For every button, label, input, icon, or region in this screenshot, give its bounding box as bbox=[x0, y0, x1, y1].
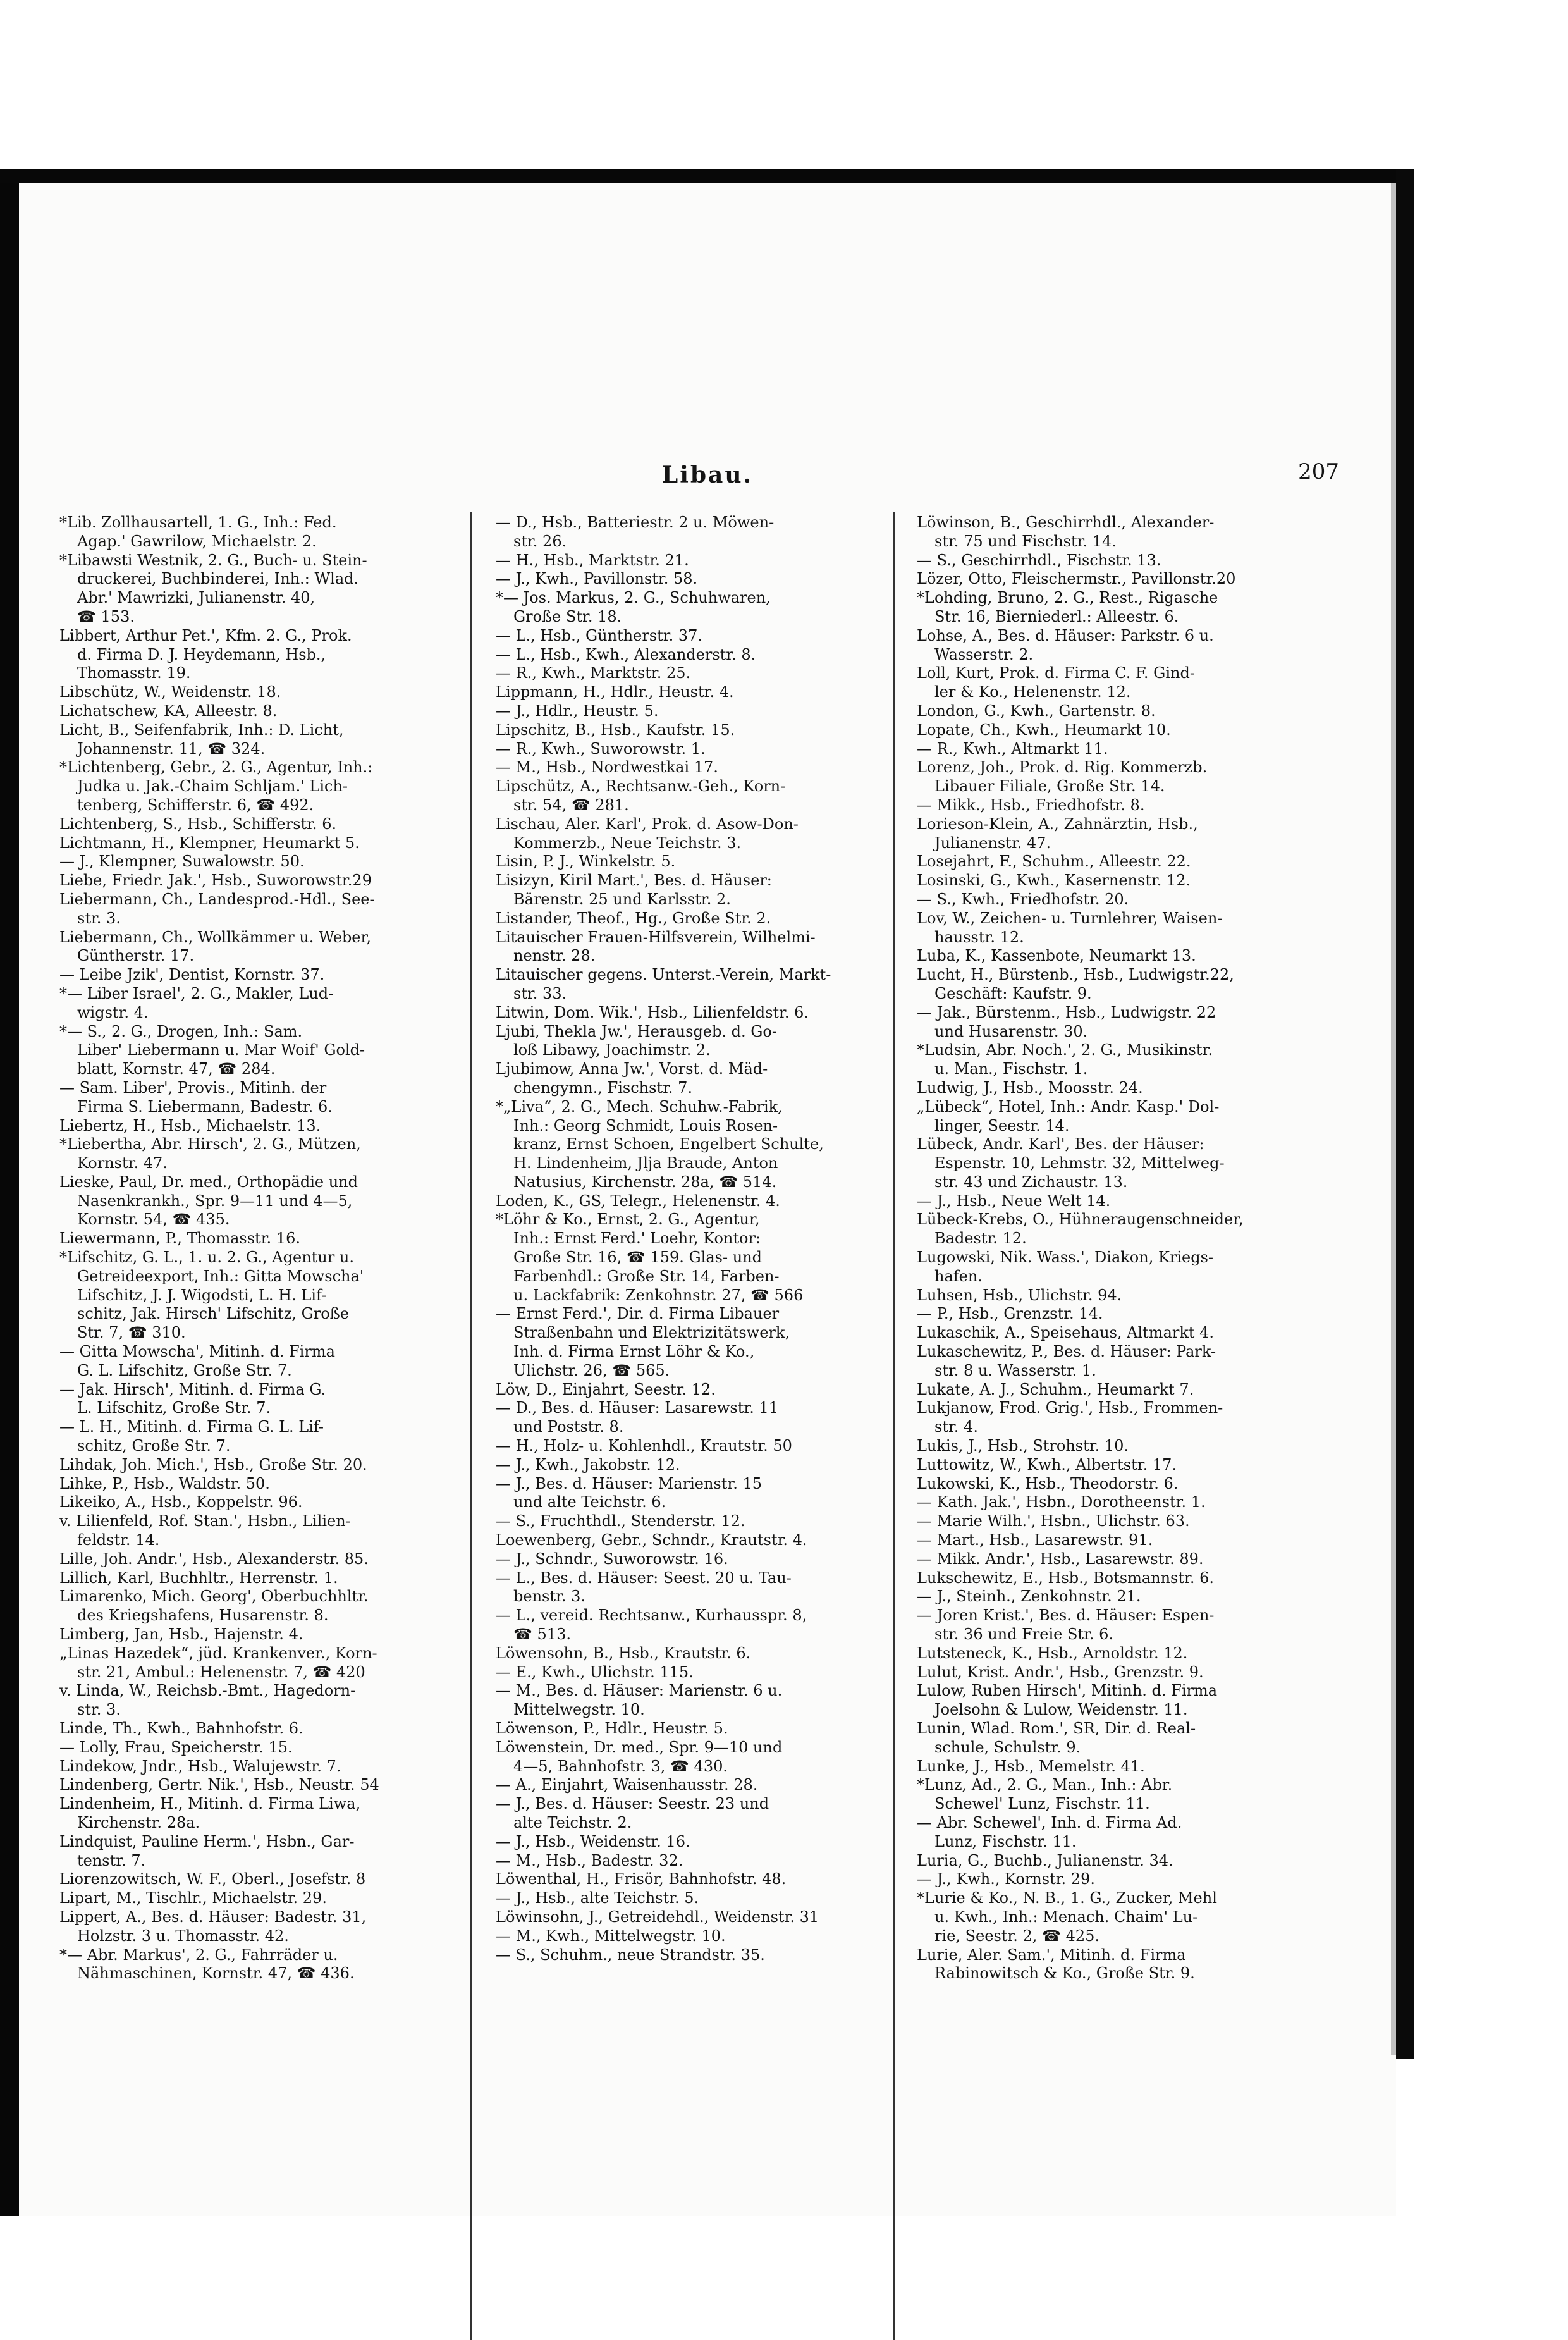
directory-line: — R., Kwh., Suworowstr. 1. bbox=[496, 739, 706, 758]
directory-line: — J., Hdlr., Heustr. 5. bbox=[496, 701, 659, 720]
directory-line: Espenstr. 10, Lehmstr. 32, Mittelweg- bbox=[934, 1154, 1225, 1173]
directory-line: Lugowski, Nik. Wass.', Diakon, Kriegs- bbox=[917, 1248, 1214, 1267]
directory-line: — J., Hsb., Weidenstr. 16. bbox=[496, 1832, 690, 1850]
page-number: 207 bbox=[1298, 459, 1339, 484]
directory-line: Luba, K., Kassenbote, Neumarkt 13. bbox=[917, 947, 1196, 965]
directory-line: Lorenz, Joh., Prok. d. Rig. Kommerzb. bbox=[917, 758, 1208, 777]
directory-line: Lipart, M., Tischlr., Michaelstr. 29. bbox=[59, 1889, 327, 1907]
directory-line: *Ludsin, Abr. Noch.', 2. G., Musikinstr. bbox=[917, 1041, 1213, 1059]
directory-line: Lihdak, Joh. Mich.', Hsb., Große Str. 20. bbox=[59, 1455, 367, 1474]
directory-line: str. 3. bbox=[77, 1701, 121, 1719]
directory-line: Bärenstr. 25 und Karlsstr. 2. bbox=[513, 890, 731, 908]
directory-line: — J., Steinh., Zenkohnstr. 21. bbox=[917, 1587, 1141, 1606]
directory-line: Lukis, J., Hsb., Strohstr. 10. bbox=[917, 1437, 1129, 1455]
column-2 bbox=[496, 514, 888, 1964]
directory-line: *Lohding, Bruno, 2. G., Rest., Rigasche bbox=[917, 589, 1218, 607]
directory-line: — J., Kwh., Pavillonstr. 58. bbox=[496, 570, 698, 588]
directory-line: — Gitta Mowscha', Mitinh. d. Firma bbox=[59, 1343, 335, 1361]
directory-line: Geschäft: Kaufstr. 9. bbox=[934, 984, 1092, 1002]
directory-line: — Lolly, Frau, Speicherstr. 15. bbox=[59, 1738, 293, 1756]
directory-line: — D., Bes. d. Häuser: Lasarewstr. 11 bbox=[496, 1399, 779, 1417]
directory-line: Lübeck-Krebs, O., Hühneraugenschneider, bbox=[917, 1210, 1244, 1229]
directory-line: v. Lilienfeld, Rof. Stan.', Hsbn., Lilien- bbox=[59, 1512, 351, 1530]
directory-line: Löwenthal, H., Frisör, Bahnhofstr. 48. bbox=[496, 1870, 787, 1888]
directory-line: Luria, G., Buchb., Julianenstr. 34. bbox=[917, 1851, 1173, 1869]
directory-line: — R., Kwh., Altmarkt 11. bbox=[917, 739, 1108, 758]
directory-line: Lunz, Fischstr. 11. bbox=[934, 1832, 1077, 1850]
directory-line: Johannenstr. 11, ☎ 324. bbox=[77, 739, 266, 758]
directory-line: — S., Fruchthdl., Stenderstr. 12. bbox=[496, 1512, 745, 1530]
directory-line: Lukschewitz, E., Hsb., Botsmannstr. 6. bbox=[917, 1568, 1215, 1587]
directory-line: str. 21, Ambul.: Helenenstr. 7, ☎ 420 bbox=[77, 1663, 365, 1681]
directory-line: Linde, Th., Kwh., Bahnhofstr. 6. bbox=[59, 1720, 303, 1737]
directory-line: — Joren Krist.', Bes. d. Häuser: Espen- bbox=[917, 1606, 1215, 1625]
directory-line: Kornstr. 47. bbox=[77, 1154, 168, 1173]
directory-line: *Lichtenberg, Gebr., 2. G., Agentur, Inh.: bbox=[59, 758, 373, 777]
directory-line: hausstr. 12. bbox=[934, 928, 1024, 946]
directory-line: Lille, Joh. Andr.', Hsb., Alexanderstr. 85. bbox=[59, 1549, 369, 1568]
directory-line: — Leibe Jzik', Dentist, Kornstr. 37. bbox=[59, 966, 325, 984]
directory-line: — Marie Wilh.', Hsbn., Ulichstr. 63. bbox=[917, 1512, 1190, 1530]
directory-line: *Lifschitz, G. L., 1. u. 2. G., Agentur u. bbox=[59, 1248, 354, 1267]
directory-line: Badestr. 12. bbox=[934, 1229, 1027, 1248]
directory-line: Lindenheim, H., Mitinh. d. Firma Liwa, bbox=[59, 1795, 361, 1813]
directory-line: ler & Ko., Helenenstr. 12. bbox=[934, 683, 1131, 701]
directory-line: Löwenson, P., Hdlr., Heustr. 5. bbox=[496, 1720, 728, 1737]
directory-line: Getreideexport, Inh.: Gitta Mowscha' bbox=[77, 1267, 364, 1285]
directory-line: Str. 7, ☎ 310. bbox=[77, 1324, 186, 1342]
directory-line: Lov, W., Zeichen- u. Turnlehrer, Waisen- bbox=[917, 909, 1223, 927]
directory-line: Liebermann, Ch., Landesprod.-Hdl., See- bbox=[59, 890, 375, 908]
directory-line: Losinski, G., Kwh., Kasernenstr. 12. bbox=[917, 871, 1191, 890]
directory-line: Lukowski, K., Hsb., Theodorstr. 6. bbox=[917, 1474, 1179, 1493]
directory-line: — J., Schndr., Suworowstr. 16. bbox=[496, 1549, 728, 1568]
directory-line: — L., Hsb., Güntherstr. 37. bbox=[496, 626, 703, 644]
directory-line: *Lurie & Ko., N. B., 1. G., Zucker, Mehl bbox=[917, 1889, 1217, 1907]
directory-line: druckerei, Buchbinderei, Inh.: Wlad. bbox=[77, 570, 359, 588]
directory-line: *Libawsti Westnik, 2. G., Buch- u. Stein- bbox=[59, 551, 367, 569]
directory-line: — Abr. Schewel', Inh. d. Firma Ad. bbox=[917, 1813, 1182, 1832]
directory-line: *Liebertha, Abr. Hirsch', 2. G., Mützen, bbox=[59, 1135, 361, 1154]
directory-line: Lorieson-Klein, A., Zahnärztin, Hsb., bbox=[917, 815, 1198, 833]
directory-line: Luhsen, Hsb., Ulichstr. 94. bbox=[917, 1286, 1122, 1304]
directory-line: *Lib. Zollhausartell, 1. G., Inh.: Fed. bbox=[59, 514, 337, 531]
directory-line: — L., Bes. d. Häuser: Seest. 20 u. Tau- bbox=[496, 1568, 792, 1587]
directory-line: Lutsteneck, K., Hsb., Arnoldstr. 12. bbox=[917, 1644, 1188, 1662]
directory-line: Loewenberg, Gebr., Schndr., Krautstr. 4. bbox=[496, 1531, 807, 1549]
directory-line: — H., Holz- u. Kohlenhdl., Krautstr. 50 bbox=[496, 1437, 792, 1455]
directory-line: str. 54, ☎ 281. bbox=[513, 796, 629, 814]
scan-border-shadow bbox=[1391, 183, 1396, 2055]
directory-line: — M., Hsb., Nordwestkai 17. bbox=[496, 758, 718, 777]
directory-line: Litauischer Frauen-Hilfsverein, Wilhelmi- bbox=[496, 928, 816, 946]
directory-line: Kommerzb., Neue Teichstr. 3. bbox=[513, 834, 742, 852]
directory-line: — Jak. Hirsch', Mitinh. d. Firma G. bbox=[59, 1380, 326, 1398]
directory-line: Liebertz, H., Hsb., Michaelstr. 13. bbox=[59, 1116, 321, 1135]
directory-line: Mittelwegstr. 10. bbox=[513, 1701, 645, 1719]
directory-line: — S., Geschirrhdl., Fischstr. 13. bbox=[917, 551, 1161, 569]
directory-line: Abr.' Mawrizki, Julianenstr. 40, bbox=[77, 589, 315, 607]
directory-line: Ulichstr. 26, ☎ 565. bbox=[513, 1361, 670, 1379]
directory-line: str. 4. bbox=[934, 1418, 978, 1436]
directory-line: — Mikk. Andr.', Hsb., Lasarewstr. 89. bbox=[917, 1549, 1204, 1568]
directory-line: — E., Kwh., Ulichstr. 115. bbox=[496, 1663, 694, 1681]
directory-line: Nasenkrankh., Spr. 9—11 und 4—5, bbox=[77, 1192, 353, 1210]
directory-line: Wasserstr. 2. bbox=[934, 645, 1034, 663]
directory-line: Lunke, J., Hsb., Memelstr. 41. bbox=[917, 1757, 1145, 1775]
directory-line: Libauer Filiale, Große Str. 14. bbox=[934, 777, 1165, 796]
directory-line: Lippmann, H., Hdlr., Heustr. 4. bbox=[496, 683, 734, 701]
directory-line: *— S., 2. G., Drogen, Inh.: Sam. bbox=[59, 1022, 303, 1040]
directory-line: Likeiko, A., Hsb., Koppelstr. 96. bbox=[59, 1493, 303, 1512]
directory-line: und alte Teichstr. 6. bbox=[513, 1493, 666, 1512]
directory-line: Löw, D., Einjahrt, Seestr. 12. bbox=[496, 1380, 716, 1398]
directory-line: Limberg, Jan, Hsb., Hajenstr. 4. bbox=[59, 1625, 303, 1644]
directory-line: Ljubi, Thekla Jw.', Herausgeb. d. Go- bbox=[496, 1022, 777, 1040]
directory-line: Farbenhdl.: Große Str. 14, Farben- bbox=[513, 1267, 780, 1285]
directory-line: Löwinsohn, J., Getreidehdl., Weidenstr. 31 bbox=[496, 1907, 819, 1926]
directory-line: Lukjanow, Frod. Grig.', Hsb., Frommen- bbox=[917, 1399, 1223, 1417]
directory-line: 4—5, Bahnhofstr. 3, ☎ 430. bbox=[513, 1757, 728, 1775]
directory-line: — J., Kwh., Kornstr. 29. bbox=[917, 1870, 1095, 1888]
directory-line: Rabinowitsch & Ko., Große Str. 9. bbox=[934, 1964, 1195, 1983]
directory-line: — Kath. Jak.', Hsbn., Dorotheenstr. 1. bbox=[917, 1493, 1206, 1512]
directory-line: — J., Kwh., Jakobstr. 12. bbox=[496, 1455, 680, 1474]
directory-line: Litwin, Dom. Wik.', Hsb., Lilienfeldstr. 6. bbox=[496, 1003, 809, 1021]
directory-line: Lunin, Wlad. Rom.', SR, Dir. d. Real- bbox=[917, 1720, 1196, 1737]
directory-line: Str. 16, Bierniederl.: Alleestr. 6. bbox=[934, 607, 1179, 625]
directory-line: Thomasstr. 19. bbox=[77, 664, 191, 682]
directory-line: — S., Schuhm., neue Strandstr. 35. bbox=[496, 1945, 765, 1964]
directory-line: — M., Bes. d. Häuser: Marienstr. 6 u. bbox=[496, 1682, 783, 1700]
directory-line: und Poststr. 8. bbox=[513, 1418, 624, 1436]
directory-line: L. Lifschitz, Große Str. 7. bbox=[77, 1399, 271, 1417]
directory-line: nenstr. 28. bbox=[513, 947, 596, 965]
directory-line: — Sam. Liber', Provis., Mitinh. der bbox=[59, 1078, 327, 1097]
directory-line: Große Str. 16, ☎ 159. Glas- und bbox=[513, 1248, 763, 1267]
scan-border-top bbox=[0, 169, 1409, 183]
directory-line: Loden, K., GS, Telegr., Helenenstr. 4. bbox=[496, 1192, 780, 1210]
directory-line: linger, Seestr. 14. bbox=[934, 1116, 1070, 1135]
directory-line: u. Kwh., Inh.: Menach. Chaim' Lu- bbox=[934, 1907, 1198, 1926]
directory-line: str. 8 u. Wasserstr. 1. bbox=[934, 1361, 1096, 1379]
directory-line: Libschütz, W., Weidenstr. 18. bbox=[59, 683, 281, 701]
directory-line: und Husarenstr. 30. bbox=[934, 1022, 1088, 1040]
column-rule-1 bbox=[470, 512, 472, 2340]
directory-line: Lisizyn, Kiril Mart.', Bes. d. Häuser: bbox=[496, 871, 772, 890]
directory-line: Lihke, P., Hsb., Waldstr. 50. bbox=[59, 1474, 270, 1493]
directory-line: Liorenzowitsch, W. F., Oberl., Josefstr. 8 bbox=[59, 1870, 366, 1888]
directory-line: tenstr. 7. bbox=[77, 1851, 146, 1869]
directory-line: — H., Hsb., Marktstr. 21. bbox=[496, 551, 689, 569]
directory-line: — J., Bes. d. Häuser: Seestr. 23 und bbox=[496, 1795, 769, 1813]
directory-line: Lukaschik, A., Speisehaus, Altmarkt 4. bbox=[917, 1324, 1215, 1342]
directory-line: ☎ 153. bbox=[77, 607, 135, 625]
directory-line: *Löhr & Ko., Ernst, 2. G., Agentur, bbox=[496, 1210, 760, 1229]
directory-line: Große Str. 18. bbox=[513, 607, 622, 625]
directory-line: feldstr. 14. bbox=[77, 1531, 160, 1549]
directory-line: — J., Klempner, Suwalowstr. 50. bbox=[59, 853, 305, 871]
directory-line: Löwinson, B., Geschirrhdl., Alexander- bbox=[917, 514, 1215, 531]
directory-line: schitz, Große Str. 7. bbox=[77, 1437, 231, 1455]
scan-border-right bbox=[1396, 169, 1414, 2059]
directory-line: str. 33. bbox=[513, 984, 567, 1002]
directory-line: — A., Einjahrt, Waisenhausstr. 28. bbox=[496, 1776, 758, 1794]
directory-line: schule, Schulstr. 9. bbox=[934, 1738, 1081, 1756]
directory-line: Lindenberg, Gertr. Nik.', Hsb., Neustr. 54 bbox=[59, 1776, 379, 1794]
directory-line: Lillich, Karl, Buchhltr., Herrenstr. 1. bbox=[59, 1568, 338, 1587]
directory-line: blatt, Kornstr. 47, ☎ 284. bbox=[77, 1060, 276, 1078]
directory-line: Ljubimow, Anna Jw.', Vorst. d. Mäd- bbox=[496, 1060, 768, 1078]
directory-line: *— Abr. Markus', 2. G., Fahrräder u. bbox=[59, 1945, 338, 1964]
directory-line: u. Lackfabrik: Zenkohnstr. 27, ☎ 566 bbox=[513, 1286, 804, 1304]
directory-line: Joelsohn & Lulow, Weidenstr. 11. bbox=[934, 1701, 1188, 1719]
directory-line: Lohse, A., Bes. d. Häuser: Parkstr. 6 u. bbox=[917, 626, 1214, 644]
directory-line: London, G., Kwh., Gartenstr. 8. bbox=[917, 701, 1156, 720]
directory-line: G. L. Lifschitz, Große Str. 7. bbox=[77, 1361, 292, 1379]
directory-line: Lulow, Ruben Hirsch', Mitinh. d. Firma bbox=[917, 1682, 1218, 1700]
directory-line: — L., Hsb., Kwh., Alexanderstr. 8. bbox=[496, 645, 756, 663]
directory-line: Libbert, Arthur Pet.', Kfm. 2. G., Prok. bbox=[59, 626, 352, 644]
directory-line: Loll, Kurt, Prok. d. Firma C. F. Gind- bbox=[917, 664, 1195, 682]
directory-line: Julianenstr. 47. bbox=[934, 834, 1051, 852]
directory-line: Lübeck, Andr. Karl', Bes. der Häuser: bbox=[917, 1135, 1204, 1154]
directory-line: Agap.' Gawrilow, Michaelstr. 2. bbox=[77, 532, 317, 550]
directory-line: — S., Kwh., Friedhofstr. 20. bbox=[917, 890, 1129, 908]
directory-line: Holzstr. 3 u. Thomasstr. 42. bbox=[77, 1926, 289, 1945]
directory-line: — Mikk., Hsb., Friedhofstr. 8. bbox=[917, 796, 1145, 814]
directory-line: „Linas Hazedek“, jüd. Krankenver., Korn- bbox=[59, 1644, 377, 1662]
directory-line: Kornstr. 54, ☎ 435. bbox=[77, 1210, 230, 1229]
directory-line: v. Linda, W., Reichsb.-Bmt., Hagedorn- bbox=[59, 1682, 356, 1700]
directory-line: — P., Hsb., Grenzstr. 14. bbox=[917, 1305, 1103, 1323]
directory-line: rie, Seestr. 2, ☎ 425. bbox=[934, 1926, 1099, 1945]
directory-line: Güntherstr. 17. bbox=[77, 947, 195, 965]
directory-line: Kirchenstr. 28a. bbox=[77, 1813, 200, 1832]
directory-line: Lucht, H., Bürstenb., Hsb., Ludwigstr.22, bbox=[917, 966, 1234, 984]
directory-line: Lichatschew, KA, Alleestr. 8. bbox=[59, 701, 278, 720]
scan-border-left bbox=[0, 169, 19, 2216]
directory-line: loß Libawy, Joachimstr. 2. bbox=[513, 1041, 711, 1059]
directory-line: *— Jos. Markus, 2. G., Schuhwaren, bbox=[496, 589, 771, 607]
directory-line: Limarenko, Mich. Georg', Oberbuchhltr. bbox=[59, 1587, 369, 1606]
directory-line: Straßenbahn und Elektrizitätswerk, bbox=[513, 1324, 790, 1342]
directory-line: Lippert, A., Bes. d. Häuser: Badestr. 31, bbox=[59, 1907, 367, 1926]
directory-line: Firma S. Liebermann, Badestr. 6. bbox=[77, 1097, 333, 1116]
directory-line: Löwenstein, Dr. med., Spr. 9—10 und bbox=[496, 1738, 783, 1756]
directory-line: — L., vereid. Rechtsanw., Kurhausspr. 8, bbox=[496, 1606, 807, 1625]
directory-line: Löwensohn, B., Hsb., Krautstr. 6. bbox=[496, 1644, 751, 1662]
directory-line: Licht, B., Seifenfabrik, Inh.: D. Licht, bbox=[59, 720, 344, 739]
directory-line: des Kriegshafens, Husarenstr. 8. bbox=[77, 1606, 329, 1625]
directory-line: Inh.: Ernst Ferd.' Loehr, Kontor: bbox=[513, 1229, 761, 1248]
directory-line: Lieske, Paul, Dr. med., Orthopädie und bbox=[59, 1173, 358, 1191]
directory-line: Lopate, Ch., Kwh., Heumarkt 10. bbox=[917, 720, 1171, 739]
directory-line: *„Liva“, 2. G., Mech. Schuhw.-Fabrik, bbox=[496, 1097, 783, 1116]
directory-line: d. Firma D. J. Heydemann, Hsb., bbox=[77, 645, 326, 663]
directory-line: Lulut, Krist. Andr.', Hsb., Grenzstr. 9. bbox=[917, 1663, 1204, 1681]
directory-line: benstr. 3. bbox=[513, 1587, 585, 1606]
directory-line: hafen. bbox=[934, 1267, 983, 1285]
directory-line: str. 36 und Freie Str. 6. bbox=[934, 1625, 1114, 1644]
directory-line: Lözer, Otto, Fleischermstr., Pavillonstr.20 bbox=[917, 570, 1236, 588]
directory-line: H. Lindenheim, Jlja Braude, Anton bbox=[513, 1154, 778, 1173]
directory-line: Lukaschewitz, P., Bes. d. Häuser: Park- bbox=[917, 1343, 1216, 1361]
directory-line: — Mart., Hsb., Lasarewstr. 91. bbox=[917, 1531, 1153, 1549]
directory-line: Lisch͏au, Aler. Karl', Prok. d. Asow-Don- bbox=[496, 815, 799, 833]
directory-line: alte Teichstr. 2. bbox=[513, 1813, 632, 1832]
directory-line: — D., Hsb., Batteriestr. 2 u. Möwen- bbox=[496, 514, 775, 531]
directory-line: Lukate, A. J., Schuhm., Heumarkt 7. bbox=[917, 1380, 1194, 1398]
directory-line: chengymn., Fischstr. 7. bbox=[513, 1078, 693, 1097]
directory-line: Lichtmann, H., Klempner, Heumarkt 5. bbox=[59, 834, 360, 852]
directory-line: Judka u. Jak.-Chaim Schljam.' Lich- bbox=[77, 777, 348, 796]
directory-line: str. 75 und Fischstr. 14. bbox=[934, 532, 1117, 550]
column-3 bbox=[917, 514, 1309, 1983]
directory-line: Ludwig, J., Hsb., Moosstr. 24. bbox=[917, 1078, 1143, 1097]
directory-line: — Jak., Bürstenm., Hsb., Ludwigstr. 22 bbox=[917, 1003, 1216, 1021]
directory-line: Natusius, Kirchenstr. 28a, ☎ 514. bbox=[513, 1173, 777, 1191]
directory-line: Lindekow, Jndr., Hsb., Walujewstr. 7. bbox=[59, 1757, 341, 1775]
directory-line: — J., Hsb., Neue Welt 14. bbox=[917, 1192, 1111, 1210]
directory-line: Luttowitz, W., Kwh., Albertstr. 17. bbox=[917, 1455, 1177, 1474]
directory-line: Lindquist, Pauline Herm.', Hsbn., Gar- bbox=[59, 1832, 355, 1850]
directory-line: str. 26. bbox=[513, 532, 567, 550]
column-1 bbox=[59, 514, 451, 1983]
directory-line: — R., Kwh., Marktstr. 25. bbox=[496, 664, 691, 682]
directory-line: Liebermann, Ch., Wollkämmer u. Weber, bbox=[59, 928, 371, 946]
column-rule-2 bbox=[893, 512, 895, 2340]
directory-line: — Ernst Ferd.', Dir. d. Firma Libauer bbox=[496, 1305, 780, 1323]
directory-line: wigstr. 4. bbox=[77, 1003, 149, 1021]
directory-line: — M., Kwh., Mittelwegstr. 10. bbox=[496, 1926, 726, 1945]
directory-line: Lipschütz, A., Rechtsanw.-Geh., Korn- bbox=[496, 777, 786, 796]
running-title: Libau. bbox=[661, 462, 754, 488]
directory-line: kranz, Ernst Schoen, Engelbert Schulte, bbox=[513, 1135, 824, 1154]
directory-line: *— Liber Israel', 2. G., Makler, Lud- bbox=[59, 984, 334, 1002]
page-paper bbox=[19, 183, 1396, 2216]
directory-line: ☎ 513. bbox=[513, 1625, 571, 1644]
directory-line: Liebe, Friedr. Jak.', Hsb., Suworowstr.29 bbox=[59, 871, 372, 890]
directory-line: Nähmaschinen, Kornstr. 47, ☎ 436. bbox=[77, 1964, 355, 1983]
directory-line: tenberg, Schifferstr. 6, ☎ 492. bbox=[77, 796, 314, 814]
directory-line: „Lübeck“, Hotel, Inh.: Andr. Kasp.' Dol- bbox=[917, 1097, 1220, 1116]
directory-line: Schewel' Lunz, Fischstr. 11. bbox=[934, 1795, 1150, 1813]
directory-line: str. 43 und Zichaustr. 13. bbox=[934, 1173, 1128, 1191]
directory-line: schitz, Jak. Hirsch' Lifschitz, Große bbox=[77, 1305, 349, 1323]
directory-line: str. 3. bbox=[77, 909, 121, 927]
directory-line: Lipschitz, B., Hsb., Kaufstr. 15. bbox=[496, 720, 735, 739]
directory-line: Lichtenberg, S., Hsb., Schifferstr. 6. bbox=[59, 815, 337, 833]
directory-line: — J., Bes. d. Häuser: Marienstr. 15 bbox=[496, 1474, 762, 1493]
directory-line: — M., Hsb., Badestr. 32. bbox=[496, 1851, 683, 1869]
directory-line: Inh.: Georg Schmidt, Louis Rosen- bbox=[513, 1116, 778, 1135]
directory-line: Listander, Theof., Hg., Große Str. 2. bbox=[496, 909, 771, 927]
directory-line: Liber' Liebermann u. Mar Woif' Gold- bbox=[77, 1041, 365, 1059]
directory-line: Liewermann, P., Thomasstr. 16. bbox=[59, 1229, 300, 1248]
directory-line: Litauischer gegens. Unterst.-Verein, Markt- bbox=[496, 966, 831, 984]
directory-line: — L. H., Mitinh. d. Firma G. L. Lif- bbox=[59, 1418, 324, 1436]
directory-line: — J., Hsb., alte Teichstr. 5. bbox=[496, 1889, 699, 1907]
directory-line: *Lunz, Ad., 2. G., Man., Inh.: Abr. bbox=[917, 1776, 1173, 1794]
directory-line: Lurie, Aler. Sam.', Mitinh. d. Firma bbox=[917, 1945, 1186, 1964]
directory-line: Lifschitz, J. J. Wigodsti, L. H. Lif- bbox=[77, 1286, 327, 1304]
directory-line: Lisin, P. J., Winkelstr. 5. bbox=[496, 853, 676, 871]
directory-line: Losejahrt, F., Schuhm., Alleestr. 22. bbox=[917, 853, 1191, 871]
directory-line: Inh. d. Firma Ernst Löhr & Ko., bbox=[513, 1343, 755, 1361]
directory-line: u. Man., Fischstr. 1. bbox=[934, 1060, 1088, 1078]
